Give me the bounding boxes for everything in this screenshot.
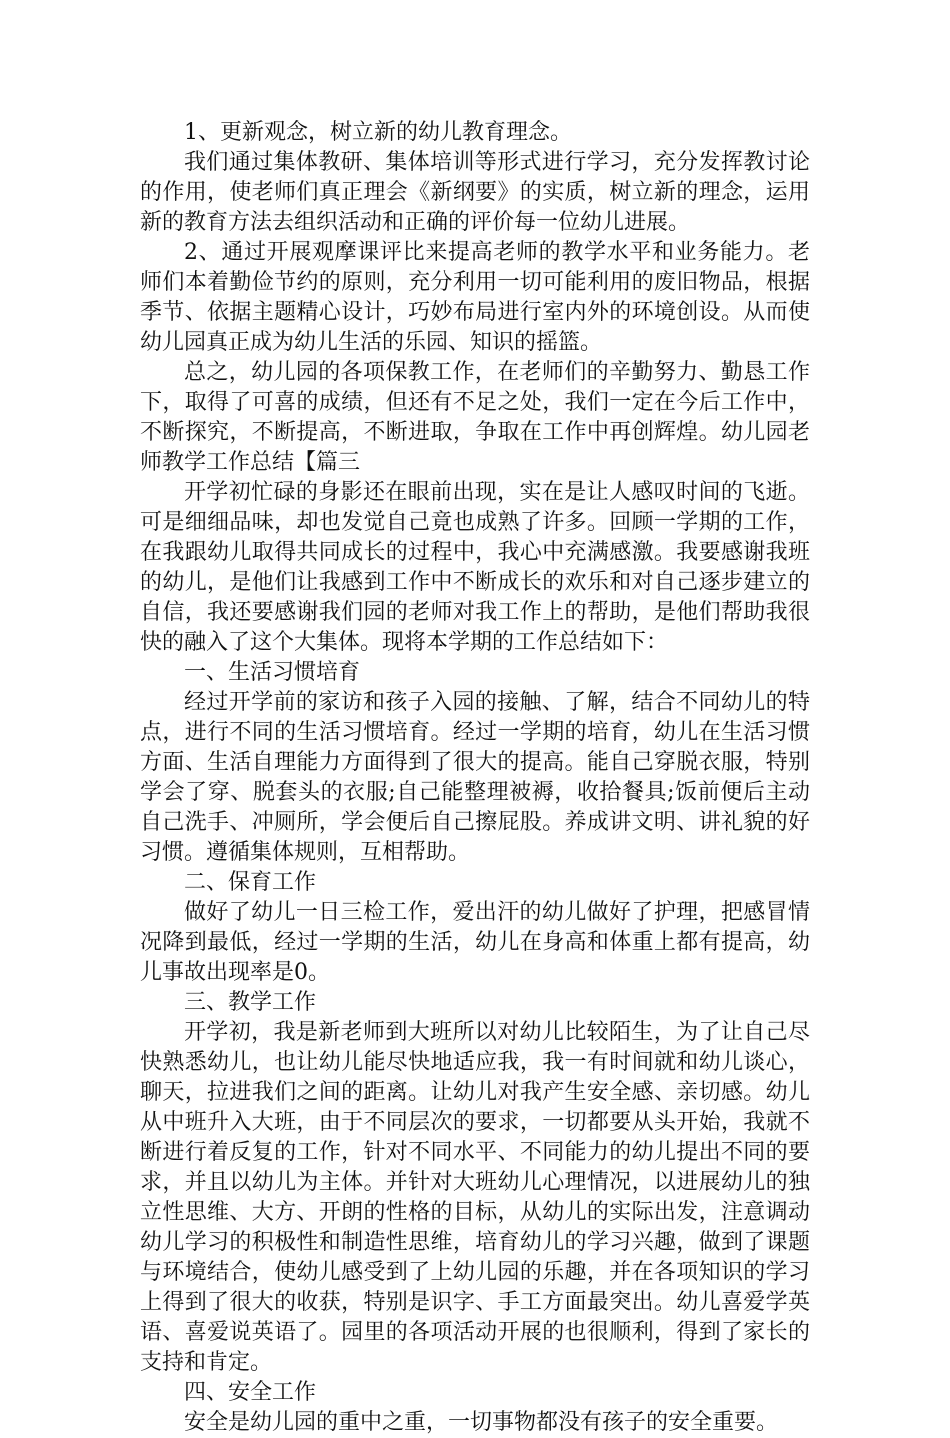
paragraph-collective-study: 我们通过集体教研、集体培训等形式进行学习，充分发挥教讨论的作用，使老师们真正理会《新纲要》的实质，树立新的理念，运用新的教育方法去组织活动和正确的评价每一位幼儿进展。 — [140, 150, 810, 235]
section-heading-update-concept: 1、更新观念，树立新的幼儿教育理念。 — [184, 120, 572, 145]
section-heading-life-habits: 一、生活习惯培育 — [184, 660, 361, 685]
paragraph-life-habits: 经过开学前的家访和孩子入园的接触、了解，结合不同幼儿的特点，进行不同的生活习惯培育。经过一学期的培育，幼儿在生活习惯方面、生活自理能力方面得到了很大的提高。能自己穿脱衣服，特别学会了穿、脱套头的衣服;自己能整理被褥，收拾餐具;饭前便后主动自己洗手、冲厕所，学会便后自己擦屁股。养成讲文明、讲礼貌的好习惯。遵循集体规则，互相帮助。 — [140, 690, 810, 865]
paragraph-teaching: 开学初，我是新老师到大班所以对幼儿比较陌生，为了让自己尽快熟悉幼儿，也让幼儿能尽快地适应我，我一有时间就和幼儿谈心，聊天，拉进我们之间的距离。让幼儿对我产生安全感、亲切感。幼儿从中班升入大班，由于不同层次的要求，一切都要从头开始，我就不断进行着反复的工作，针对不同水平、不同能力的幼儿提出不同的要求，并且以幼儿为主体。并针对大班幼儿心理情况，以进展幼儿的独立性思维、大方、开朗的性格的目标，从幼儿的实际出发，注意调动幼儿学习的积极性和制造性思维，培育幼儿的学习兴趣，做到了课题与环境结合，使幼儿感受到了上幼儿园的乐趣，并在各项知识的学习上得到了很大的收获，特别是识字、手工方面最突出。幼儿喜爱学英语、喜爱说英语了。园里的各项活动开展的也很顺利，得到了家长的支持和肯定。 — [140, 1020, 810, 1375]
paragraph-childcare: 做好了幼儿一日三检工作，爱出汗的幼儿做好了护理，把感冒情况降到最低，经过一学期的生活，幼儿在身高和体重上都有提高，幼儿事故出现率是0。 — [140, 900, 810, 985]
paragraph-summary: 总之，幼儿园的各项保教工作，在老师们的辛勤努力、勤恳工作下，取得了可喜的成绩，但还有不足之处，我们一定在今后工作中，不断探究，不断提高，不断进取，争取在工作中再创辉煌。幼儿园老师教学工作总结【篇三 — [140, 360, 810, 475]
paragraph-safety: 安全是幼儿园的重中之重，一切事物都没有孩子的安全重要。 — [184, 1410, 779, 1435]
paragraph-observation-lessons: 2、通过开展观摩课评比来提高老师的教学水平和业务能力。老师们本着勤俭节约的原则，充分利用一切可能利用的废旧物品，根据季节、依据主题精心设计，巧妙布局进行室内外的环境创设。从而使幼儿园真正成为幼儿生活的乐园、知识的摇篮。 — [140, 240, 810, 355]
section-heading-safety: 四、安全工作 — [184, 1380, 317, 1405]
paragraph-semester-reflection: 开学初忙碌的身影还在眼前出现，实在是让人感叹时间的飞逝。可是细细品味，却也发觉自己竟也成熟了许多。回顾一学期的工作，在我跟幼儿取得共同成长的过程中，我心中充满感激。我要感谢我班的幼儿，是他们让我感到工作中不断成长的欢乐和对自己逐步建立的自信，我还要感谢我们园的老师对我工作上的帮助，是他们帮助我很快的融入了这个大集体。现将本学期的工作总结如下： — [140, 480, 810, 655]
document-body — [140, 118, 810, 1438]
section-heading-teaching: 三、教学工作 — [184, 990, 317, 1015]
section-heading-childcare: 二、保育工作 — [184, 870, 317, 895]
